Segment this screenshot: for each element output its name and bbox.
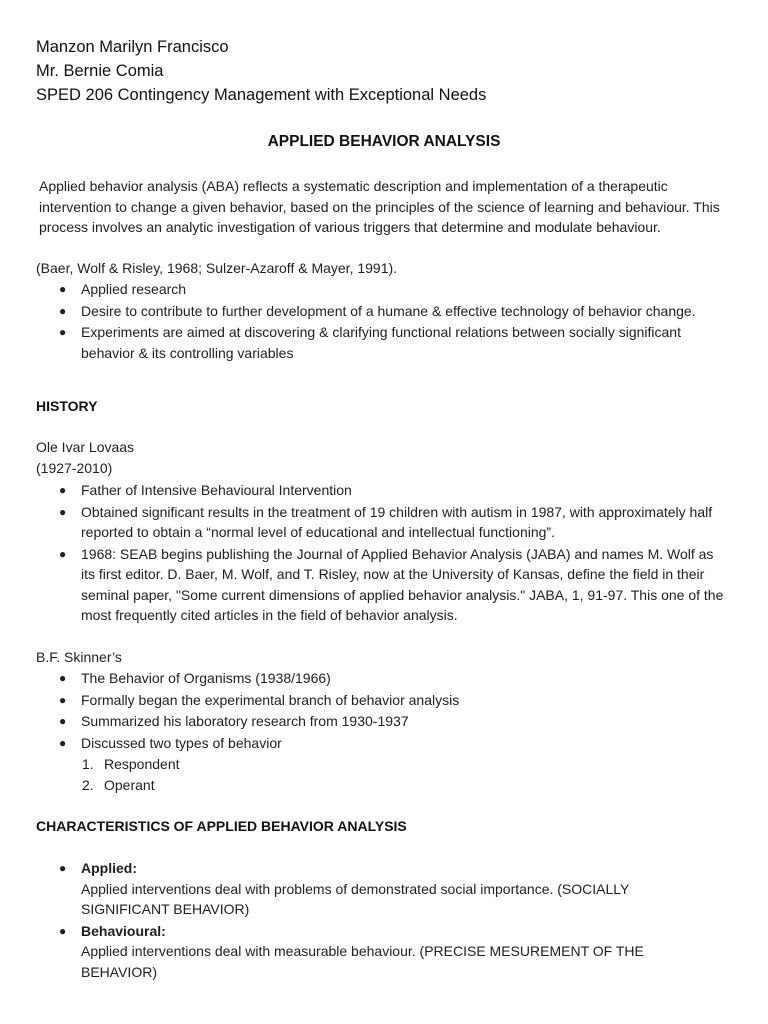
instructor-name: Mr. Bernie Comia	[36, 62, 164, 80]
bullet-icon: ●	[59, 923, 67, 938]
bullet-icon: ●	[59, 735, 67, 750]
intro-bullet-list	[0, 279, 768, 364]
list-item: ● Summarized his laboratory research from 1930-1937	[0, 711, 731, 732]
bullet-icon: ●	[59, 303, 67, 318]
skinner-name: B.F. Skinner’s	[36, 649, 122, 665]
intro-citation: (Baer, Wolf & Risley, 1968; Sulzer-Azaroff & Mayer, 1991).	[36, 260, 398, 276]
bullet-icon: ●	[59, 483, 67, 497]
list-item	[0, 921, 701, 983]
list-item: ● The Behavior of Organisms (1938/1966)	[0, 668, 731, 689]
document-title: APPLIED BEHAVIOR ANALYSIS	[267, 133, 501, 150]
intro-paragraph: Applied behavior analysis (ABA) reflects a systematic description and implementation of a therapeutic intervention to change a given behavior, based on the principles of the science of learning and behaviour. This process involves an analytic investigation of various triggers that determine and modulate behaviour.	[39, 178, 720, 235]
characteristics-list	[0, 858, 768, 982]
bullet-icon: ●	[59, 714, 67, 728]
course-title: SPED 206 Contingency Management with Exceptional Needs	[36, 86, 487, 104]
list-item: ● Applied research	[0, 279, 731, 300]
list-item: ● Desire to contribute to further development of a humane & effective technology of behavior change.	[0, 301, 731, 322]
list-item: ● Experiments are aimed at discovering & clarifying functional relations between socially significant behavior & its controlling variables	[59, 324, 681, 361]
skinner-bullet-list	[0, 668, 768, 795]
lovaas-years: (1927-2010)	[36, 460, 113, 476]
bullet-icon: ●	[59, 325, 67, 339]
bullet-icon: ●	[59, 546, 67, 561]
list-item: ● Formally began the experimental branch of behavior analysis	[0, 690, 731, 711]
characteristic-term: Behavioural:	[81, 922, 166, 939]
lovaas-bullet-list	[0, 480, 768, 627]
lovaas-name: Ole Ivar Lovaas	[36, 439, 135, 455]
characteristics-heading: CHARACTERISTICS OF APPLIED BEHAVIOR ANALYSIS	[36, 818, 407, 834]
list-item: ● Obtained significant results in the treatment of 19 children with autism in 1987, with approximately half reported to obtain a “normal level of educational and intellectual functioning”.	[59, 503, 713, 540]
list-item: ● Father of Intensive Behavioural Intervention	[0, 480, 731, 501]
list-item: ● 1968: SEAB begins publishing the Journal of Applied Behavior Analysis (JABA) and names M. Wolf as its first editor. D. Baer, M. Wolf, and T. Risley, now at the University of Kansas, define the field in their seminal paper, "Some current dimensions of applied behavior analysis." JABA, 1, 91-97. This one of the most frequently cited articles in the field of behavior analysis.	[59, 545, 724, 623]
bullet-icon: ●	[59, 671, 67, 685]
numbered-item: 1. Respondent	[82, 756, 180, 772]
characteristic-text: Applied interventions deal with problems of demonstrated social importance. (SOCIALLY SIGNIFICANT BEHAVIOR)	[81, 880, 630, 917]
characteristic-text: Applied interventions deal with measurable behaviour. (PRECISE MESUREMENT OF THE BEHAVIOR)	[81, 943, 644, 980]
list-item: ● Discussed two types of behavior	[0, 733, 731, 754]
bullet-icon: ●	[59, 861, 67, 875]
numbered-item: 2. Operant	[82, 776, 155, 793]
bullet-icon: ●	[59, 692, 67, 707]
bullet-icon: ●	[59, 282, 67, 296]
student-name: Manzon Marilyn Francisco	[36, 38, 229, 56]
characteristic-term: Applied:	[81, 860, 137, 876]
bullet-icon: ●	[59, 504, 67, 519]
list-item	[0, 858, 701, 920]
history-heading: HISTORY	[36, 398, 98, 414]
